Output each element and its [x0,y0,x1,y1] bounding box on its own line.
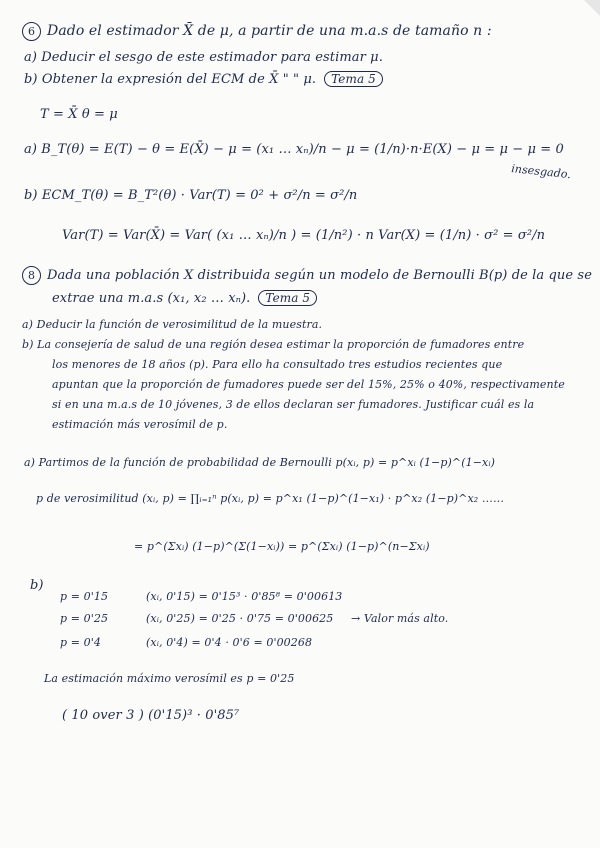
problem-6-number: 6 [22,22,41,41]
problem-8-number: 8 [22,266,41,285]
likelihood-calc: (xᵢ, 0'25) = 0'25 · 0'75 = 0'00625 [146,612,334,625]
problem-8-part-b-line-3: apuntan que la proporción de fumadores puede ser del 15%, 25% o 40%, respectivamente [52,378,565,391]
p-value: p = 0'4 [60,636,101,649]
problem-8-tema-box: Tema 5 [258,290,317,306]
problem-6-solution-b2: Var(T) = Var(X̄) = Var( (x₁ … xₙ)/n ) = (1/n²) · n Var(X) = (1/n) · σ² = σ²/n [62,228,546,243]
problem-6-part-b [24,71,383,87]
p-row-2 [60,612,448,625]
insesgado-note: insesgado. [510,162,572,182]
problem-6-part-a: a) Deducir el sesgo de este estimador para estimar μ. [24,50,383,65]
folded-corner [584,0,600,16]
problem-8-solution-b-label: b) [30,578,44,593]
p-value: p = 0'15 [60,590,109,603]
problem-8-solution-a-2: p de verosimilitud (xᵢ, p) = ∏ᵢ₌₁ⁿ p(xᵢ, p) = p^x₁ (1−p)^(1−x₁) · p^x₂ (1−p)^x₂ …… [36,492,505,505]
likelihood-calc: (xᵢ, 0'15) = 0'15³ · 0'85⁸ = 0'00613 [146,590,343,603]
problem-6-part-b-text: b) Obtener la expresión del ECM de X̄ " " μ. [24,72,317,87]
problem-8-part-b-line-1: b) La consejería de salud de una región desea estimar la proporción de fumadores entre [22,338,525,351]
problem-6-statement [22,22,492,41]
problem-8-statement-1 [22,266,592,285]
problem-6-statement-text: Dado el estimador X̄ de μ, a partir de una m.a.s de tamaño n : [47,23,492,39]
problem-8-solution-a-3: = p^(Σxᵢ) (1−p)^(Σ(1−xᵢ)) = p^(Σxᵢ) (1−p)^(n−Σxᵢ) [134,540,430,553]
p-row-3 [60,636,312,649]
problem-6-solution-b1: b) ECM_T(θ) = B_T²(θ) · Var(T) = 0² + σ²/n = σ²/n [24,188,358,203]
final-expression: ( 10 over 3 ) (0'15)³ · 0'85⁷ [62,708,240,723]
problem-8-part-b-line-5: estimación más verosímil de p. [52,418,228,431]
p-row-1 [60,590,342,603]
highest-value-note: → Valor más alto. [351,612,449,625]
likelihood-calc: (xᵢ, 0'4) = 0'4 · 0'6 = 0'00268 [146,636,313,649]
p-value: p = 0'25 [60,612,109,625]
conclusion: La estimación máximo verosímil es p = 0'25 [44,672,295,685]
problem-8-statement-2 [52,290,317,306]
problem-8-statement-text: Dada una población X distribuida según un modelo de Bernoulli B(p) de la que se [47,268,592,283]
problem-6-tema-box: Tema 5 [324,71,383,87]
problem-6-solution-a: a) B_T(θ) = E(T) − θ = E(X̄) − μ = (x₁ … xₙ)/n − μ = (1/n)·n·E(X) − μ = μ − μ = 0 [24,142,564,157]
problem-6-definitions: T = X̄ θ = μ [40,107,118,122]
problem-8-statement-2-text: extrae una m.a.s (x₁, x₂ … xₙ). [52,291,251,306]
problem-8-part-b-line-4: si en una m.a.s de 10 jóvenes, 3 de ellos declaran ser fumadores. Justificar cuál es la [52,398,535,411]
problem-8-part-b-line-2: los menores de 18 años (p). Para ello ha consultado tres estudios recientes que [52,358,503,371]
problem-8-solution-a-1: a) Partimos de la función de probabilidad de Bernoulli p(xᵢ, p) = p^xᵢ (1−p)^(1−xᵢ) [24,456,496,469]
problem-8-part-a: a) Deducir la función de verosimilitud de la muestra. [22,318,323,331]
